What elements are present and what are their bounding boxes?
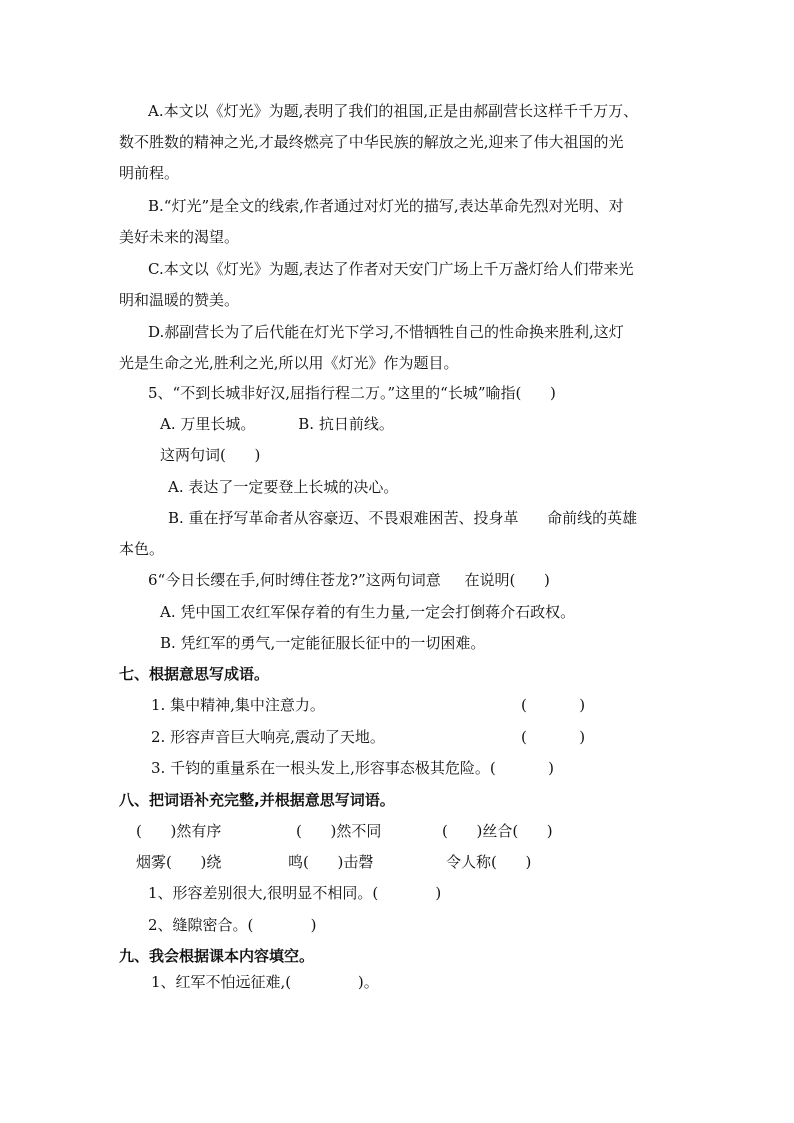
question-5: 5、“不到长城非好汉,屈指行程二万。”这里的“长城”喻指( ) bbox=[148, 384, 556, 402]
section-7-q1-blank[interactable]: ( ) bbox=[521, 696, 586, 714]
option-b-line2: 美好未来的渴望。 bbox=[119, 228, 240, 246]
section-7-q2-blank[interactable]: ( ) bbox=[521, 728, 586, 746]
question-6-option-a: A. 凭中国工农红军保存着的有生力量,一定会打倒蒋介石政权。 bbox=[160, 603, 576, 621]
option-c-line2: 明和温暖的赞美。 bbox=[119, 291, 240, 309]
option-d-line2: 光是生命之光,胜利之光,所以用《灯光》作为题目。 bbox=[119, 354, 459, 372]
option-a-line2: 数不胜数的精神之光,才最终燃亮了中华民族的解放之光,迎来了伟大祖国的光 bbox=[119, 133, 624, 151]
question-5b-option-b-line1: B. 重在抒写革命者从容豪迈、不畏艰难困苦、投身革 命前线的英雄 bbox=[168, 509, 638, 527]
section-8-row2-c: 令人称( ) bbox=[446, 853, 532, 871]
section-9-title: 九、我会根据课本内容填空。 bbox=[119, 947, 315, 965]
section-7-title: 七、根据意思写成语。 bbox=[119, 665, 270, 683]
section-8-row1-b: ( )然不同 bbox=[296, 822, 382, 840]
section-8-row1-c: ( )丝合( ) bbox=[442, 822, 553, 840]
section-8-row2-b: 鸣( )击磬 bbox=[288, 853, 374, 871]
option-a-line1: A.本文以《灯光》为题,表明了我们的祖国,正是由郝副营长这样千千万万、 bbox=[148, 102, 639, 120]
section-9-q1: 1、红军不怕远征难,( )。 bbox=[151, 973, 379, 991]
question-5b-option-b-line2: 本色。 bbox=[119, 540, 165, 558]
question-6-option-b: B. 凭红军的勇气,一定能征服长征中的一切困难。 bbox=[160, 634, 486, 652]
section-7-q3: 3. 千钧的重量系在一根头发上,形容事态极其危险。( ) bbox=[151, 759, 555, 777]
question-5b-option-a: A. 表达了一定要登上长城的决心。 bbox=[168, 478, 399, 496]
section-8-row2-a: 烟雾( )绕 bbox=[136, 853, 222, 871]
section-7-q1: 1. 集中精神,集中注意力。 bbox=[151, 696, 325, 714]
section-8-q2: 2、缝隙密合。( ) bbox=[148, 916, 317, 934]
option-d-line1: D.郝副营长为了后代能在灯光下学习,不惜牺牲自己的性命换来胜利,这灯 bbox=[148, 323, 624, 341]
section-8-row1-a: ( )然有序 bbox=[136, 822, 222, 840]
option-a-line3: 明前程。 bbox=[119, 164, 180, 182]
question-5b: 这两句词( ) bbox=[160, 446, 261, 464]
section-8-q1: 1、形容差别很大,很明显不相同。( ) bbox=[148, 884, 442, 902]
option-c-line1: C.本文以《灯光》为题,表达了作者对天安门广场上千万盏灯给人们带来光 bbox=[148, 260, 634, 278]
question-5-options: A. 万里长城。 B. 抗日前线。 bbox=[160, 415, 394, 433]
section-8-title: 八、把词语补充完整,并根据意思写词语。 bbox=[119, 791, 395, 809]
option-b-line1: B.“灯光”是全文的线索,作者通过对灯光的描写,表达革命先烈对光明、对 bbox=[148, 197, 624, 215]
section-7-q2: 2. 形容声音巨大响亮,震动了天地。 bbox=[151, 728, 385, 746]
question-6: 6“今日长缨在手,何时缚住苍龙?”这两句词意 在说明( ) bbox=[148, 571, 550, 589]
